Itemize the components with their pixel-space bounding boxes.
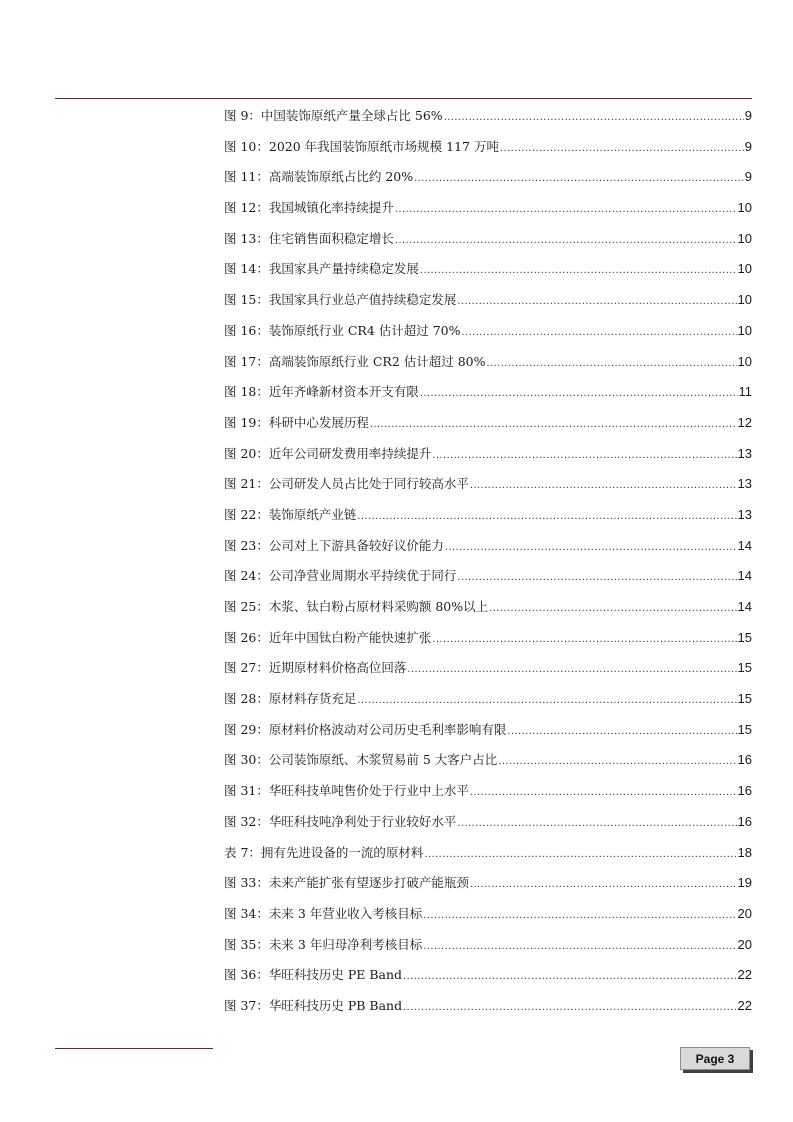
toc-entry-title[interactable]: 图 22：装饰原纸产业链 [224, 506, 357, 522]
toc-entry-page-number[interactable]: 18 [737, 844, 752, 860]
toc-entry[interactable] [224, 136, 752, 167]
toc-entry-title[interactable]: 图 17：高端装饰原纸行业 CR2 估计超过 80% [224, 353, 486, 369]
toc-dot-leader [370, 413, 737, 435]
toc-entry[interactable] [224, 964, 752, 995]
toc-dot-leader [432, 628, 736, 650]
toc-entry[interactable] [224, 504, 752, 535]
toc-entry-title[interactable]: 图 23：公司对上下游具备较好议价能力 [224, 537, 444, 553]
toc-entry-page-number[interactable]: 13 [737, 476, 752, 492]
toc-entry-title[interactable]: 图 31：华旺科技单吨售价处于行业中上水平 [224, 783, 469, 799]
toc-entry-page-number[interactable]: 13 [737, 506, 752, 522]
toc-entry-page-number[interactable]: 16 [737, 752, 752, 768]
toc-entry[interactable] [224, 351, 752, 382]
toc-dot-leader [403, 965, 736, 987]
toc-dot-leader [470, 781, 737, 803]
toc-entry-page-number[interactable]: 15 [737, 691, 752, 707]
page-number-badge: Page 3 [680, 1047, 750, 1070]
toc-dot-leader [489, 597, 736, 619]
header-rule [55, 98, 752, 99]
toc-entry-title[interactable]: 图 35：未来 3 年归母净利考核目标 [224, 936, 423, 952]
toc-entry-title[interactable]: 图 13：住宅销售面积稳定增长 [224, 230, 394, 246]
toc-entry-title[interactable]: 图 32：华旺科技吨净利处于行业较好水平 [224, 813, 457, 829]
toc-entry-title[interactable]: 图 25：木浆、钛白粉占原材料采购额 80%以上 [224, 599, 489, 614]
toc-entry[interactable] [224, 381, 752, 412]
toc-dot-leader [407, 658, 736, 680]
toc-entry-title[interactable]: 图 34：未来 3 年营业收入考核目标 [224, 905, 423, 921]
toc-dot-leader [470, 474, 737, 496]
toc-entry-title[interactable]: 图 27：近期原材料价格高位回落 [224, 660, 407, 676]
toc-entry[interactable] [224, 535, 752, 566]
toc-entry-title[interactable]: 图 24：公司净营业周期水平持续优于同行 [224, 568, 457, 584]
toc-dot-leader [457, 290, 736, 312]
toc-entry-page-number[interactable]: 22 [737, 997, 752, 1013]
toc-dot-leader [487, 352, 737, 374]
toc-entry-page-number[interactable]: 20 [737, 905, 752, 921]
toc-dot-leader [470, 873, 737, 895]
toc-entry-page-number[interactable]: 20 [737, 936, 752, 952]
toc-dot-leader [395, 229, 737, 251]
toc-entry[interactable] [224, 258, 752, 289]
toc-entry-title[interactable]: 图 20：近年公司研发费用率持续提升 [224, 445, 432, 461]
toc-entry-title[interactable]: 图 36：华旺科技历史 PE Band [224, 967, 403, 983]
toc-entry-title[interactable]: 表 7：拥有先进设备的一流的原材料 [224, 844, 424, 860]
toc-entry[interactable] [224, 473, 752, 504]
toc-entry-page-number[interactable]: 14 [737, 568, 752, 584]
toc-dot-leader [423, 904, 736, 926]
toc-entry[interactable] [224, 749, 752, 780]
toc-dot-leader [424, 843, 736, 865]
toc-entry-title[interactable]: 图 14：我国家具产量持续稳定发展 [224, 261, 419, 277]
toc-entry-page-number[interactable]: 16 [737, 783, 752, 799]
toc-entry-title[interactable]: 图 11：高端装饰原纸占比约 20% [224, 169, 414, 185]
toc-entry-page-number[interactable]: 9 [744, 169, 752, 185]
toc-entry-page-number[interactable]: 15 [737, 660, 752, 676]
toc-entry-page-number[interactable]: 10 [737, 322, 752, 338]
toc-entry[interactable] [224, 412, 752, 443]
toc-entry[interactable] [224, 934, 752, 965]
toc-dot-leader [420, 382, 738, 404]
toc-entry-page-number[interactable]: 10 [737, 292, 752, 308]
toc-entry-title[interactable]: 图 16：装饰原纸行业 CR4 估计超过 70% [224, 322, 461, 338]
toc-entry[interactable] [224, 872, 752, 903]
toc-dot-leader [414, 167, 744, 189]
toc-dot-leader [500, 137, 744, 159]
toc-entry-page-number[interactable]: 10 [737, 230, 752, 246]
toc-entry-title[interactable]: 图 10：2020 年我国装饰原纸市场规模 117 万吨 [224, 138, 499, 154]
toc-entry-title[interactable]: 图 33：未来产能扩张有望逐步打破产能瓶颈 [224, 875, 469, 891]
toc-entry[interactable] [224, 105, 752, 136]
toc-entry[interactable] [224, 995, 752, 1026]
toc-entry[interactable] [224, 228, 752, 259]
toc-entry-page-number[interactable]: 14 [737, 599, 752, 614]
toc-entry-title[interactable]: 图 21：公司研发人员占比处于同行较高水平 [224, 476, 469, 492]
toc-dot-leader [457, 566, 736, 588]
toc-entry[interactable] [224, 688, 752, 719]
toc-entry-page-number[interactable]: 22 [737, 967, 752, 983]
toc-entry-title[interactable]: 图 37：华旺科技历史 PB Band [224, 997, 403, 1013]
toc-entry[interactable] [224, 657, 752, 688]
toc-entry-page-number[interactable]: 16 [737, 813, 752, 829]
toc-entry[interactable] [224, 166, 752, 197]
toc-entry-page-number[interactable]: 15 [737, 721, 752, 737]
toc-entry[interactable] [224, 780, 752, 811]
footer-rule [55, 1048, 213, 1049]
toc-entry-title[interactable]: 图 28：原材料存货充足 [224, 691, 357, 707]
toc-dot-leader [462, 321, 737, 343]
toc-entry-title[interactable]: 图 26：近年中国钛白粉产能快速扩张 [224, 629, 432, 645]
figure-index-list [224, 105, 752, 1026]
toc-entry-page-number[interactable]: 12 [737, 414, 752, 430]
toc-entry-page-number[interactable]: 19 [737, 875, 752, 891]
toc-dot-leader [357, 689, 736, 711]
toc-entry[interactable] [224, 320, 752, 351]
toc-entry-page-number[interactable]: 10 [737, 261, 752, 277]
toc-entry[interactable] [224, 842, 752, 873]
toc-dot-leader [498, 750, 736, 772]
toc-entry-title[interactable]: 图 29：原材料价格波动对公司历史毛利率影响有限 [224, 721, 507, 737]
toc-entry-page-number[interactable]: 13 [737, 445, 752, 461]
toc-dot-leader [445, 536, 737, 558]
toc-entry-title[interactable]: 图 12：我国城镇化率持续提升 [224, 200, 394, 216]
toc-entry-page-number[interactable]: 14 [737, 537, 752, 553]
toc-dot-leader [432, 444, 736, 466]
toc-entry[interactable] [224, 811, 752, 842]
toc-dot-leader [507, 720, 736, 742]
toc-entry[interactable] [224, 197, 752, 228]
toc-dot-leader [395, 198, 737, 220]
toc-entry-title[interactable]: 图 19：科研中心发展历程 [224, 414, 369, 430]
toc-entry[interactable] [224, 627, 752, 658]
toc-entry[interactable] [224, 565, 752, 596]
toc-entry-page-number[interactable]: 10 [737, 353, 752, 369]
toc-entry-title[interactable]: 图 18：近年齐峰新材资本开支有限 [224, 384, 419, 400]
toc-entry[interactable] [224, 596, 752, 627]
toc-dot-leader [444, 106, 744, 128]
toc-entry-title[interactable]: 图 15：我国家具行业总产值持续稳定发展 [224, 292, 457, 308]
toc-dot-leader [420, 259, 737, 281]
toc-dot-leader [357, 505, 736, 527]
toc-entry[interactable] [224, 289, 752, 320]
toc-entry-title[interactable]: 图 9：中国装饰原纸产量全球占比 56% [224, 108, 443, 123]
toc-entry-page-number[interactable]: 9 [744, 138, 752, 154]
toc-dot-leader [457, 812, 736, 834]
toc-dot-leader [403, 996, 736, 1018]
toc-entry-page-number[interactable]: 9 [744, 108, 752, 123]
toc-entry-page-number[interactable]: 10 [737, 200, 752, 216]
toc-entry-page-number[interactable]: 15 [737, 629, 752, 645]
toc-dot-leader [423, 935, 736, 957]
toc-entry[interactable] [224, 719, 752, 750]
toc-entry-title[interactable]: 图 30：公司装饰原纸、木浆贸易前 5 大客户占比 [224, 752, 498, 768]
toc-entry-page-number[interactable]: 11 [738, 384, 752, 400]
toc-entry[interactable] [224, 903, 752, 934]
toc-entry[interactable] [224, 443, 752, 474]
